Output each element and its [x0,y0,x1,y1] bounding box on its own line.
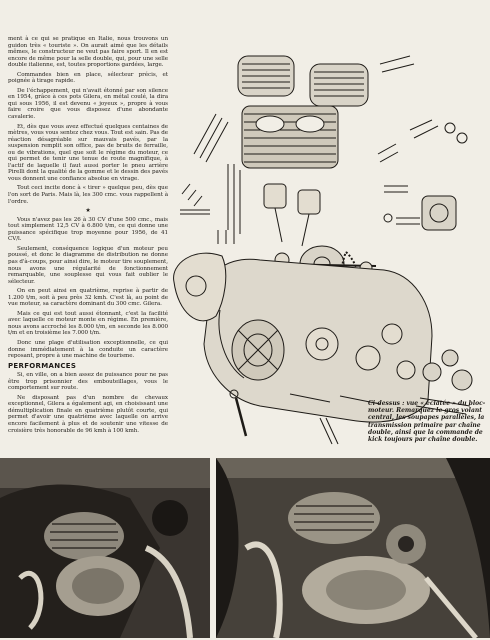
paragraph: On en peut ainsi en quatrième, reprise à partir de 1.200 t/m, soit à peu près 32 kmh. C'est là, au point de vue moteur, sa caractère dominant du 300 cmc. Gilera. [8,288,168,308]
cylinder-barrel [242,106,338,168]
exploded-engine-illustration [170,34,488,454]
paragraph: Mais ce qui est tout aussi étonnant, c'est la facilité avec laquelle ce moteur monte en régime. En première, nous avons accroché les 8.000 t/m, en seconde les 8.000 t/m et en troisième les 7.000 t/m. [8,310,168,337]
cylinder-head-right [310,64,368,106]
paragraph: Seulement, conséquence logique d'un moteur peu poussé, et donc le diagramme de distribution ne donne pas d'à-coups, pour ainsi dire, le moteur tire souplement, nous avons une régularité de fonctionnement remarquable, une souplesse qui vous fait oublier le sélecteur. [8,245,168,285]
illustration-caption: Ci-dessus : vue « éclatée » du bloc-moteur. Remarquez le gros volant central, les soupapes parallèles, la transmission primaire par chaîne double, ainsi que la commande de kick toujours par chaîne double. [368,400,486,444]
paragraph: Et, dès que vous avez effectué quelques centaines de mètres, vous vous sentez chez vous. Tout est sain. Pas de réaction désagréable sur mauvais pavés, par la suspension remplit son office, pas de bruits de ferraille, ou de vibrations, quel que soit le régime du moteur, ce qui permet de tenir une tenue de route magnifique, à l'actif de laquelle il faut aussi porter le pneu arrière Pirelli dont la qualité de la gomme et le dessin des pavés vous donnent une confiance absolue en virage. [8,123,168,182]
rocker-parts [378,56,467,162]
engine-photo-right [216,458,490,638]
paragraph: De l'échappement, qui n'avait étonné par son silence en 1954, grâce à ces pots Gilera, en métal coulé, la dira qui sous 1956, il est devenu « joyeux », propre à vous faire croire que vous disposez d'une abondante cavalerie. [8,87,168,121]
cylinder-head-left [238,56,294,96]
paragraph: Tout ceci incite donc à « tirer » quelque peu, dès que l'on sort de Paris. Mais là, les 300 cmc. vous rappellent à l'ordre. [8,185,168,205]
piston [264,184,320,246]
section-heading: PERFORMANCES [8,361,77,370]
paragraph: Commandes bien en place, sélecteur précis, et poignée à tirage rapide. [8,71,168,85]
magneto [384,186,456,230]
engine-photo-left [0,458,210,638]
paragraph: Si, en ville, on a bien assez de puissance pour ne pas être trop prisonnier des embouteillages, vous le comportement sur route. [8,372,168,392]
primary-cover [174,253,226,321]
paragraph: ment à ce qui se pratique en Italie, nous trouvons un guidon très « touriste ». On aurait aimé que les détails mêmes, le constructeur ne veut pas faire sport. Il en est encore de même pour la selle double, qui, pour une selle double italienne, est, toutes proportions gardées, large. [8,36,168,69]
section-star: ★ [85,207,91,215]
paragraph: Ne disposant pas d'un nombre de chevaux exceptionnel, Gilera a également agi, en choisissant une démultiplication finale en quatrième plutôt courte, qui permet d'avoir une quatrième avec laquelle on arrive encore facilement à plus et de soutenir une vitesse de croisière très honorable de 96 kmh à 100 kmh. [8,394,168,434]
article-text-column [8,36,168,437]
paragraph: Vous n'avez pas les 26 à 30 CV d'une 500 cmc., mais tout simplement 12,5 CV à 6.800 t/m, ce qui donne une puissance spécifique trop moyenne pour 1956, de 41 CV/l. [8,216,168,243]
paragraph: Donc une plage d'utilisation exceptionnelle, ce qui donne immédiatement à la conduite un caractère reposant, propre à une machine de tourisme. [8,339,168,360]
cylinder-studs [218,164,240,244]
push-rods [180,114,228,214]
crankcase [204,259,432,422]
